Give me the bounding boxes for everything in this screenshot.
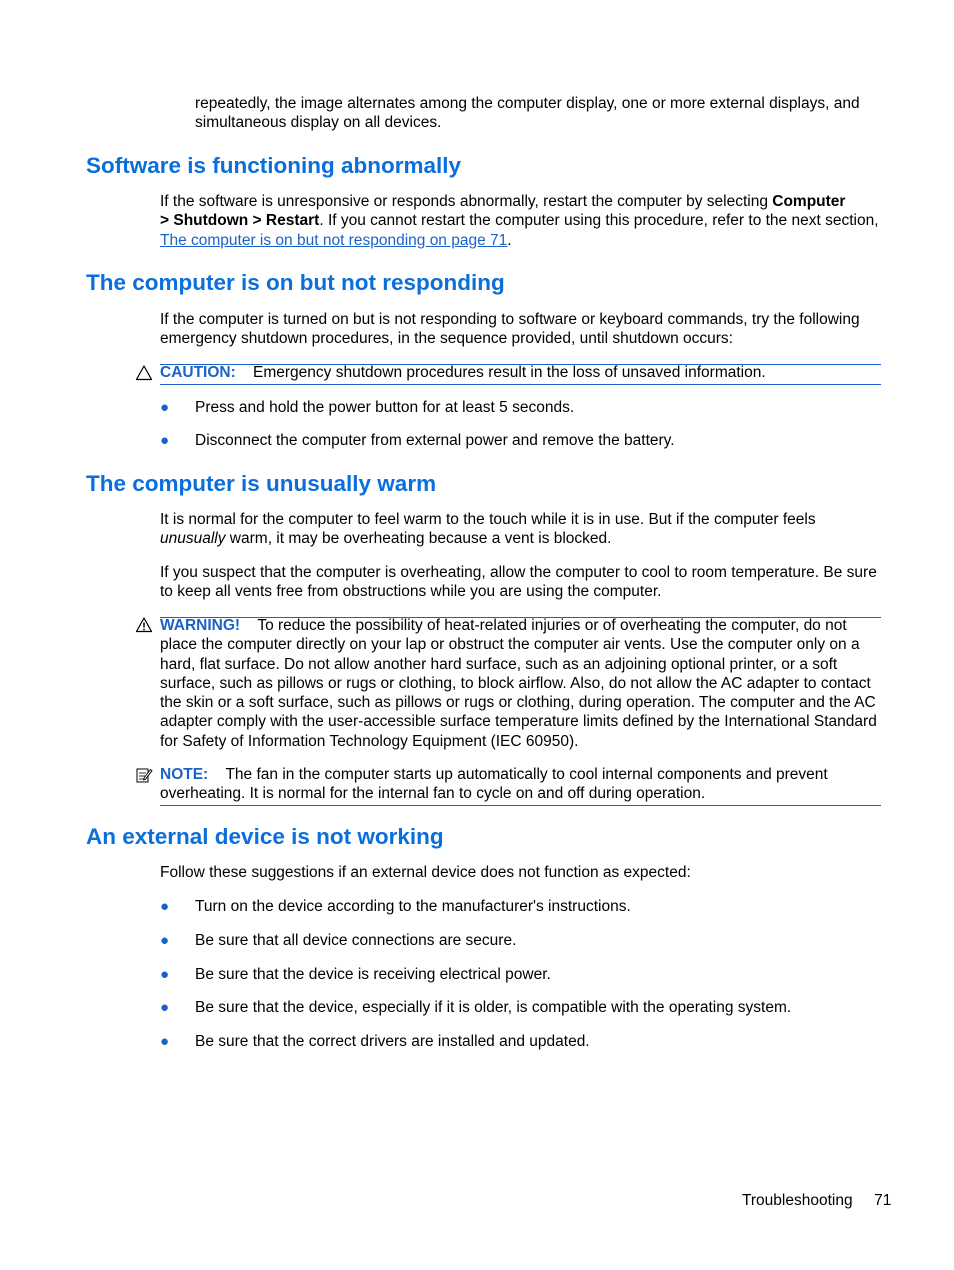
note-text: The fan in the computer starts up automatically to cool internal components and prevent overheating. It is normal for the internal fan to cycle on and off during operation. [160,766,828,803]
bullet-icon: ● [160,966,170,983]
heading-not-responding: The computer is on but not responding [86,270,505,295]
list-item-text: Be sure that the device, especially if it is older, is compatible with the operating system. [195,999,792,1016]
caution-label: CAUTION: [160,364,236,381]
software-text-1: If the software is unresponsive or responds abnormally, restart the computer by selecting [160,193,773,210]
heading-unusually-warm: The computer is unusually warm [86,471,437,496]
bullet-icon: ● [160,898,170,915]
bullet-icon: ● [160,399,170,416]
menu-computer: Computer [772,193,846,210]
note-pad-icon [135,766,153,784]
menu-shutdown-restart: > Shutdown > Restart [160,212,320,230]
heading-external-device: An external device is not working [86,824,444,849]
list-item-text: Be sure that the device is receiving electrical power. [195,966,551,983]
external-paragraph: Follow these suggestions if an external device does not function as expected: [160,864,691,881]
caution-triangle-icon [135,364,153,382]
page-footer [742,1191,891,1210]
warning-label: WARNING! [160,617,241,634]
intro-continuation: repeatedly, the image alternates among the computer display, one or more external displays, and simultaneous display on all devices. [195,95,860,132]
software-text-2: . If you cannot restart the computer using this procedure, refer to the next section, [319,212,879,230]
warm-paragraph-1 [160,510,882,549]
software-text-3: . [507,231,512,249]
bullet-icon: ● [160,999,170,1016]
caution-text: Emergency shutdown procedures result in the loss of unsaved information. [253,364,766,381]
page-number: 71 [874,1192,892,1209]
software-paragraph [160,192,882,250]
warning-box [160,616,881,751]
list-item-text: Disconnect the computer from external power and remove the battery. [195,432,675,449]
link-not-responding[interactable]: The computer is on but not responding on page 71 [160,231,508,249]
list-item-text: Be sure that all device connections are secure. [195,932,517,949]
warm-text-2: warm, it may be overheating because a vent is blocked. [225,530,612,548]
list-item-text: Press and hold the power button for at least 5 seconds. [195,399,575,416]
caution-bottom-rule [160,384,881,385]
warm-paragraph-2: If you suspect that the computer is overheating, allow the computer to cool to room temperature. Be sure to keep all vents free from obstructions while you are using the computer. [160,564,877,601]
warning-text: To reduce the possibility of heat-related injuries or of overheating the computer, do not place the computer directly on your lap or obstruct the computer air vents. Use the computer only on a hard, flat surface. Do not allow another hard surface, such as an adjoining optional printer, or a soft surface, such as pillows or rugs or clothing, to block airflow. Also, do not allow the AC adapter to contact the skin or a soft surface, such as pillows or rugs or clothing, during operation. The computer and the AC adapter comply with the user-accessible surface temperature limits defined by the International Standard for Safety of Information Technology Equipment (IEC 60950). [160,617,877,750]
note-label: NOTE: [160,766,209,783]
bullet-icon: ● [160,432,170,449]
note-box [160,765,881,804]
footer-section-name: Troubleshooting [742,1192,853,1209]
bullet-icon: ● [160,1033,170,1050]
list-item-text: Turn on the device according to the manufacturer's instructions. [195,898,631,915]
not-responding-paragraph: If the computer is turned on but is not responding to software or keyboard commands, try the following emergency shutdown procedures, in the sequence provided, until shutdown occurs: [160,311,860,348]
list-item-text: Be sure that the correct drivers are installed and updated. [195,1033,590,1050]
warm-emphasis: unusually [160,530,226,548]
caution-box [160,363,881,382]
note-bottom-rule [160,805,881,806]
bullet-icon: ● [160,932,170,949]
warm-text-1: It is normal for the computer to feel warm to the touch while it is in use. But if the computer feels [160,511,816,528]
heading-software-abnormal: Software is functioning abnormally [86,153,462,178]
warning-triangle-icon [135,616,153,634]
